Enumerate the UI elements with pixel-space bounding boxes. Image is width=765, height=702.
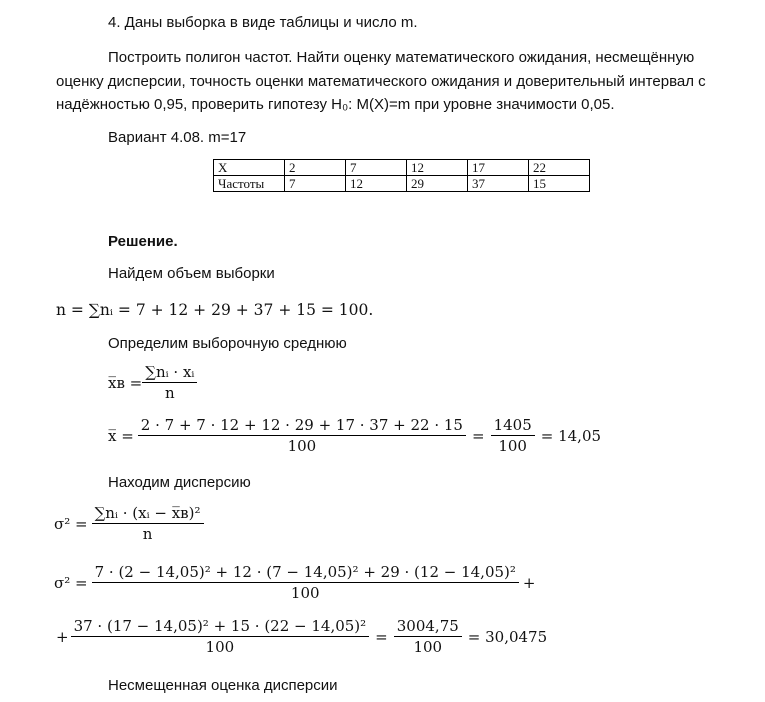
table-cell: 12	[346, 176, 407, 192]
table-cell: 15	[529, 176, 590, 192]
equation-mean-value	[108, 415, 601, 456]
table-cell-header: Частоты	[214, 176, 285, 192]
fraction-numerator: 2 · 7 + 7 · 12 + 12 · 29 + 17 · 37 + 22 · 15	[138, 415, 466, 436]
mean2-fraction	[138, 415, 466, 456]
table-cell: 29	[407, 176, 468, 192]
equation-sample-size: n = ∑nᵢ = 7 + 12 + 29 + 37 + 15 = 100.	[56, 301, 374, 319]
frequency-table	[213, 159, 590, 192]
task-statement-line1: Построить полигон частот. Найти оценку математического ожидания, несмещённую	[108, 49, 695, 66]
fraction-denominator: n	[165, 384, 175, 402]
var3-fraction2	[394, 616, 462, 657]
table-row	[214, 160, 590, 176]
step-sample-size: Найдем объем выборки	[108, 265, 275, 282]
fraction-numerator: 7 · (2 − 14,05)² + 12 · (7 − 14,05)² + 29 · (12 − 14,05)²	[92, 562, 519, 583]
table-row	[214, 176, 590, 192]
equation-mean-formula	[108, 362, 197, 403]
equals-sign: =	[471, 426, 485, 445]
equals-sign: =	[375, 627, 388, 646]
var3-result: = 30,0475	[467, 627, 548, 646]
var2-fraction	[92, 562, 519, 603]
task-statement-line2: оценку дисперсии, точность оценки математического ожидания и доверительный интервал с	[56, 73, 706, 90]
var-lhs: σ² =	[54, 514, 88, 533]
table-cell: 17	[468, 160, 529, 176]
step-sample-mean: Определим выборочную среднюю	[108, 335, 347, 352]
table-cell: 22	[529, 160, 590, 176]
mean2-result: = 14,05	[540, 426, 602, 445]
fraction-numerator: ∑nᵢ · xᵢ	[142, 362, 197, 383]
table-cell: 12	[407, 160, 468, 176]
var3-fraction	[71, 616, 370, 657]
table-cell: 7	[346, 160, 407, 176]
fraction-denominator: 100	[413, 638, 443, 656]
equation-variance-part2	[56, 616, 547, 657]
var-fraction	[92, 503, 204, 544]
mean-lhs: x̅в =	[108, 373, 143, 392]
fraction-numerator: 37 · (17 − 14,05)² + 15 · (22 − 14,05)²	[71, 616, 370, 637]
plus-sign: +	[56, 627, 69, 646]
plus-sign: +	[522, 573, 536, 592]
task-title: 4. Даны выборка в виде таблицы и число m.	[108, 14, 418, 31]
fraction-denominator: 100	[205, 638, 235, 656]
table-cell: 7	[285, 176, 346, 192]
fraction-denominator: 100	[287, 437, 317, 455]
solution-heading: Решение.	[108, 233, 178, 250]
table-cell-header: X	[214, 160, 285, 176]
fraction-denominator: n	[142, 525, 153, 543]
fraction-denominator: 100	[290, 584, 320, 602]
equation-variance-part1	[54, 562, 535, 603]
table-cell: 2	[285, 160, 346, 176]
table-cell: 37	[468, 176, 529, 192]
mean2-lhs: x̅ =	[108, 426, 134, 445]
mean-fraction	[142, 362, 197, 403]
variant-label: Вариант 4.08. m=17	[108, 129, 247, 146]
fraction-numerator: ∑nᵢ · (xᵢ − x̅в)²	[92, 503, 204, 524]
equation-variance-formula	[54, 503, 204, 544]
task-statement-line3: надёжностью 0,95, проверить гипотезу H₀: M(X)=m при уровне значимости 0,05.	[56, 96, 615, 113]
var2-lhs: σ² =	[54, 573, 88, 592]
fraction-denominator: 100	[498, 437, 527, 455]
mean2-fraction2	[491, 415, 535, 456]
step-variance: Находим дисперсию	[108, 474, 251, 491]
fraction-numerator: 3004,75	[394, 616, 462, 637]
step-unbiased-variance: Несмещенная оценка дисперсии	[108, 677, 338, 694]
fraction-numerator: 1405	[491, 415, 535, 436]
